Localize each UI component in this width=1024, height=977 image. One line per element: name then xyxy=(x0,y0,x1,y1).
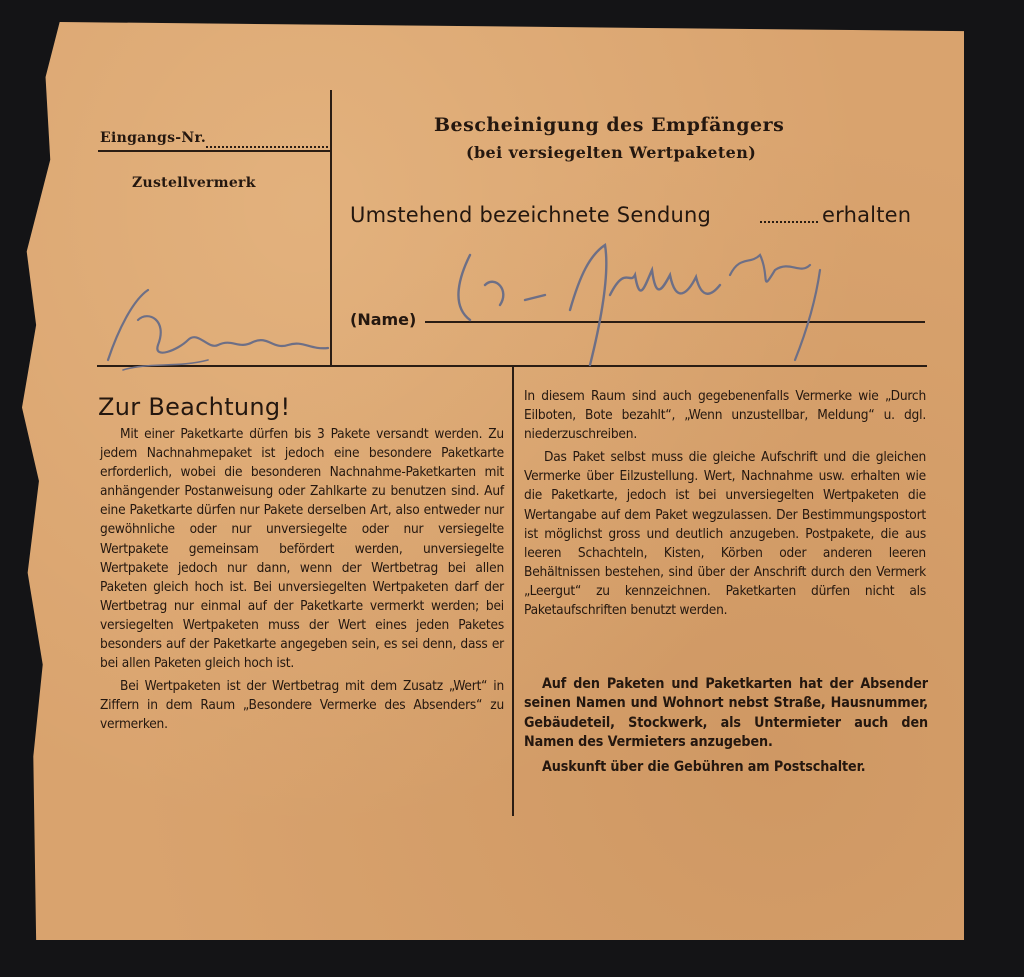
column-divider xyxy=(512,366,514,816)
zustellvermerk-label: Zustellvermerk xyxy=(132,175,256,191)
name-label: (Name) xyxy=(350,310,417,329)
notice-left-column xyxy=(100,425,504,735)
notice-right-paragraph-3: Auf den Paketen und Paketkarten hat der Absender seinen Namen und Wohnort nebst Straße, Hausnummer, Gebäudeteil, Stockwerk, als Untermieter auch den Namen des Vermieters anzugeben. xyxy=(524,676,928,750)
notice-left-paragraph-1: Mit einer Paketkarte dürfen bis 3 Pakete versandt werden. Zu jedem Nachnahmepaket ist jedoch eine besondere Paketkarte erforderlich, wobei die besonderen Nachnahme-Paketkarten mit anhängender Postanweisung oder Zahlkarte zu benutzen sind. Auf eine Paketkarte dürfen nur Pakete derselben Art, also entweder nur gewöhnliche oder nur unversiegelte oder nur versiegelte Wertpakete gemeinsam befördert werden, unversiegelte Wertpakete jedoch nur dann, wenn der Wertbetrag bei allen Paketen gleich hoch ist. Bei unversiegelten Wertpaketen darf der Wertbetrag nur einmal auf der Paketkarte vermerkt werden; bei versiegelten Wertpaketen muss der Wert eines jeden Paketes besonders auf der Paketkarte angegeben sein, es sei denn, dass er bei allen Paketen gleich hoch ist. xyxy=(100,426,504,672)
certificate-title: Bescheinigung des Empfängers xyxy=(434,114,785,136)
eingangs-nr-line xyxy=(206,146,328,148)
eingangs-underline xyxy=(98,150,330,152)
received-suffix: erhalten xyxy=(822,203,912,227)
certificate-subtitle: (bei versiegelten Wertpaketen) xyxy=(466,143,757,162)
notice-right-bold xyxy=(524,675,928,777)
notice-right-paragraph-2: Das Paket selbst muss die gleiche Aufschrift und die gleichen Vermerke über Eilzustellung. Wert, Nachnahme usw. erhalten wie die Paketkarte, jedoch ist bei unversiegelten Wertpaketen die Wertangabe auf dem Paket wegzulassen. Der Bestimmungspostort ist möglichst gross und deutlich anzugeben. Postpakete, die aus leeren Schachteln, Kisten, Körben oder anderen leeren Behältnissen bestehen, sind über der Anschrift durch den Vermerk „Leergut“ zu kennzeichnen. Paketkarten dürfen nicht als Paketaufschriften benutzt werden. xyxy=(524,449,926,619)
name-line xyxy=(425,321,925,323)
notice-left-paragraph-2: Bei Wertpaketen ist der Wertbetrag mit dem Zusatz „Wert“ in Ziffern in dem Raum „Besondere Vermerke des Absenders“ zu vermerken. xyxy=(100,678,504,733)
notice-right-paragraph-1: In diesem Raum sind auch gegebenenfalls Vermerke wie „Durch Eilboten, Bote bezahlt“, „Wenn unzustellbar, Meldung“ u. dgl. niederzuschreiben. xyxy=(524,388,926,443)
notice-right-column xyxy=(524,387,926,620)
left-box-divider xyxy=(330,90,332,366)
received-dotline xyxy=(760,221,818,223)
received-text: Umstehend bezeichnete Sendung xyxy=(350,203,712,227)
eingangs-nr-label: Eingangs-Nr. xyxy=(100,130,207,146)
notice-heading: Zur Beachtung! xyxy=(98,393,291,421)
notice-right-paragraph-4: Auskunft über die Gebühren am Postschalter. xyxy=(542,759,866,776)
